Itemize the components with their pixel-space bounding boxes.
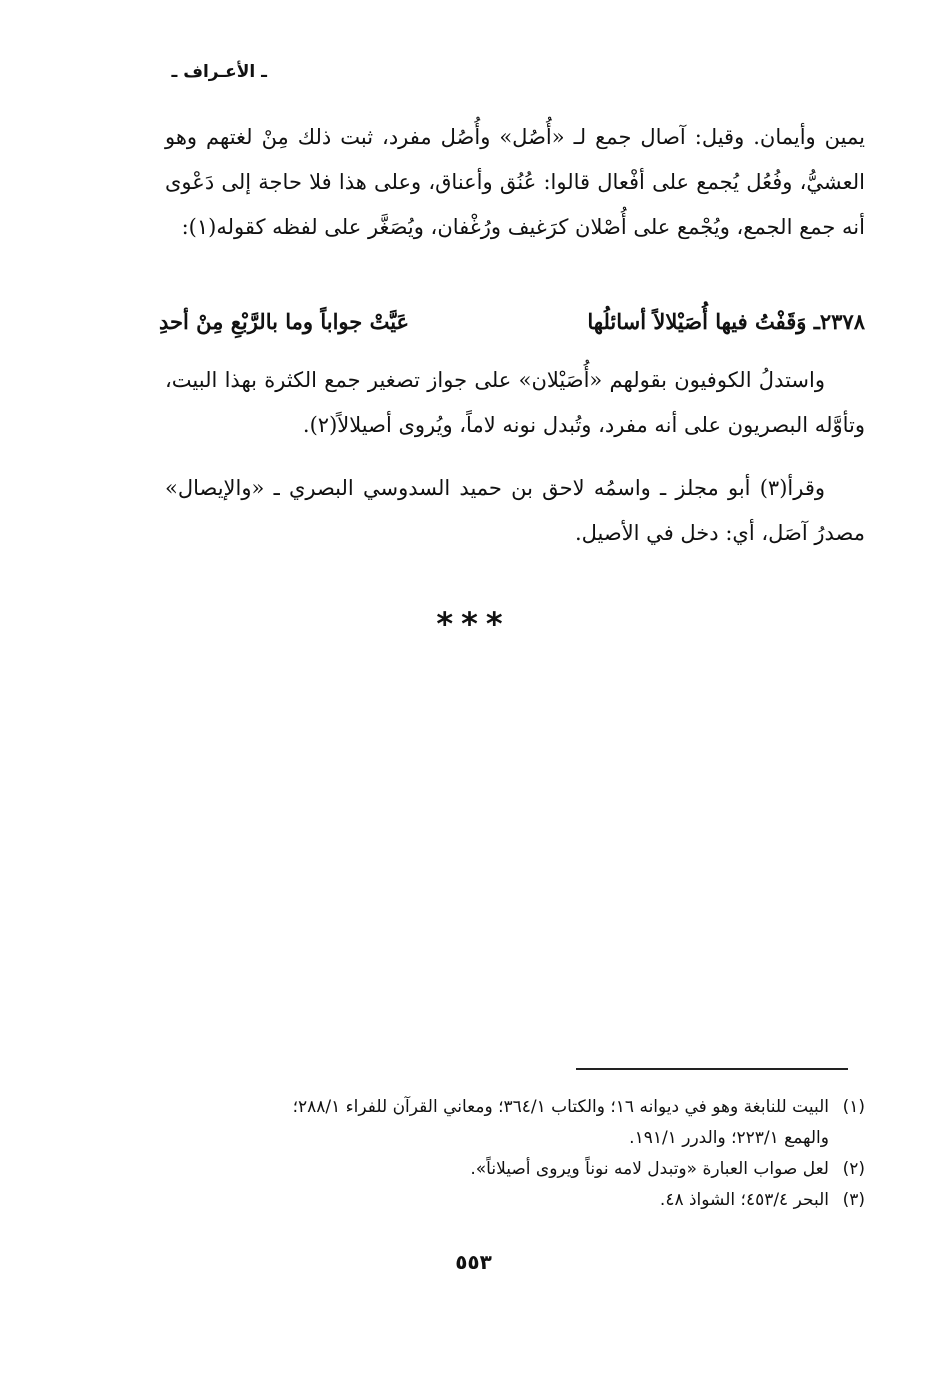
footnotes (145, 1092, 865, 1216)
footnote-text: البحر ٤٥٣/٤؛ الشواذ ٤٨. (659, 1190, 829, 1210)
footnote-3 (145, 1185, 865, 1216)
footnote-number: (٢) (842, 1159, 865, 1179)
verse-second-hemistich: عَيَّتْ جواباً وما بالرَّبْعِ مِنْ أحدِ (159, 309, 410, 334)
page-number: ٥٥٣ (455, 1250, 492, 1274)
paragraph-2: واستدلُ الكوفيون بقولهم «أُصَيْلان» على جواز تصغير جمع الكثرة بهذا البيت، وتأوَّله البصريون على أنه مفرد، وتُبدل نونه لاماً، ويُروى أصيلالاً(٢). (165, 368, 865, 437)
verse-first-hemistich: ٢٣٧٨ـ وَقَفْتُ فيها أُصَيْلالاً أسائلُها (587, 309, 865, 334)
footnote-text: البيت للنابغة وهو في ديوانه ١٦؛ والكتاب ٣٦٤/١؛ ومعاني القرآن للفراء ٢٨٨/١؛ (292, 1097, 829, 1117)
footnote-number: (١) (842, 1097, 865, 1117)
poetry-verse (159, 300, 865, 344)
footnote-1 (145, 1092, 865, 1154)
running-header: ـ الأعـراف ـ (171, 62, 267, 82)
paragraph-1: يمين وأيمان. وقيل: آصال جمع لـ «أُصُل» وأُصُل مفرد، ثبت ذلك مِنْ لغتهم وهو العشيُّ، وفُعُل يُجمع على أفْعال قالوا: عُنُق وأعناق، وعلى هذا فلا حاجة إلى دَعْوى أنه جمع الجمع، ويُجْمع على أُصْلان كرَغيف ورُغْفان، ويُصَغَّر على لفظه كقوله(١): (165, 125, 865, 239)
footnote-divider (576, 1068, 848, 1070)
section-separator: *** (436, 605, 511, 643)
footnote-continuation: والهمع ٢٢٣/١؛ والدرر ١٩١/١. (629, 1128, 829, 1148)
footnote-number: (٣) (842, 1190, 865, 1210)
footnote-2 (145, 1154, 865, 1185)
paragraph-3: وقرأ(٣) أبو مجلز ـ واسمُه لاحق بن حميد السدوسي البصري ـ «والإيصال» مصدرُ آصَل، أي: دخل في الأصيل. (165, 476, 865, 545)
footnote-text: لعل صواب العبارة «وتبدل لامه نوناً ويروى أصيلاناً». (470, 1159, 829, 1179)
